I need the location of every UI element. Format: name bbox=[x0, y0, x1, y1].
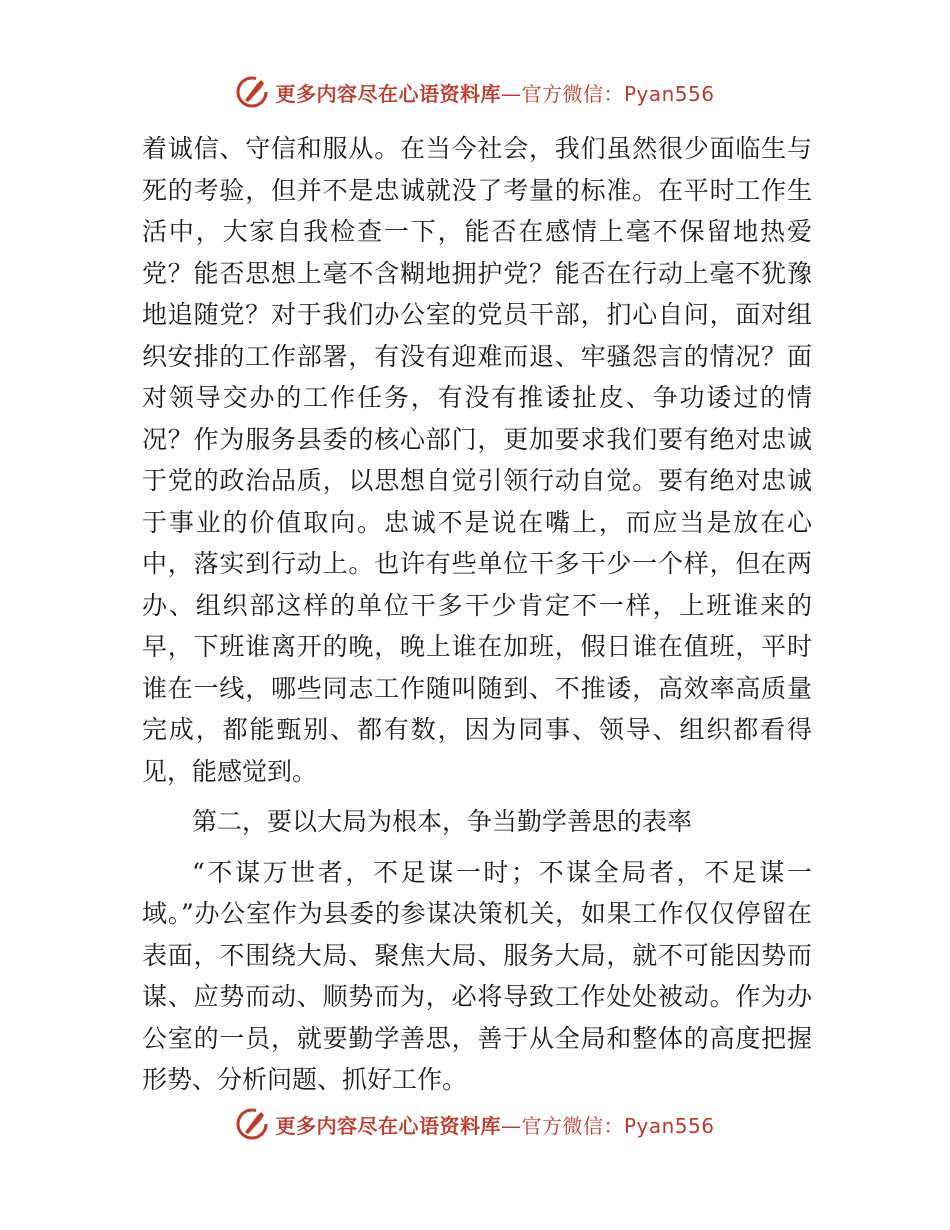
section-heading: 第二，要以大局为根本，争当勤学善思的表率 bbox=[192, 807, 693, 836]
header-banner-text bbox=[275, 78, 714, 107]
header-dash: — bbox=[500, 81, 522, 106]
document-body bbox=[142, 128, 812, 1101]
paragraph-quote: “不谋万世者，不足谋一时；不谋全局者，不足谋一域。”办公室作为县委的参谋决策机关，如果工作仅仅停留在表面，不围绕大局、聚焦大局、服务大局，就不可能因势而谋、应势而动、顺势而为，必将导致工作处处被动。作为办公室的一员，就要勤学善思，善于从全局和整体的高度把握形势、分析问题、抓好工作。 bbox=[142, 857, 812, 1094]
pen-nib-seal-logo-icon bbox=[235, 1107, 269, 1141]
footer-wechat: 官方微信：Pyan556 bbox=[521, 1113, 715, 1138]
header-brand: 更多内容尽在心语资料库 bbox=[275, 81, 501, 106]
pen-nib-seal-logo-icon bbox=[235, 75, 269, 109]
header-watermark bbox=[0, 72, 950, 112]
paragraph-continuation: 着诚信、守信和服从。在当今社会，我们虽然很少面临生与死的考验，但并不是忠诚就没了考量的标准。在平时工作生活中，大家自我检查一下，能否在感情上毫不保留地热爱党？能否思想上毫不含糊地拥护党？能否在行动上毫不犹豫地追随党？对于我们办公室的党员干部，扪心自问，面对组织安排的工作部署，有没有迎难而退、牢骚怨言的情况？面对领导交办的工作任务，有没有推诿扯皮、争功诿过的情况？作为服务县委的核心部门，更加要求我们要有绝对忠诚于党的政治品质，以思想自觉引领行动自觉。要有绝对忠诚于事业的价值取向。忠诚不是说在嘴上，而应当是放在心中，落实到行动上。也许有些单位干多干少一个样，但在两办、组织部这样的单位干多干少肯定不一样，上班谁来的早，下班谁离开的晚，晚上谁在加班，假日谁在值班，平时谁在一线，哪些同志工作随叫随到、不推诿，高效率高质量完成，都能甄别、都有数，因为同事、领导、组织都看得见，能感觉到。 bbox=[142, 134, 812, 786]
footer-dash: — bbox=[500, 1113, 522, 1138]
footer-brand: 更多内容尽在心语资料库 bbox=[275, 1113, 501, 1138]
footer-banner-text bbox=[275, 1110, 714, 1139]
footer-watermark bbox=[0, 1104, 950, 1144]
header-wechat: 官方微信：Pyan556 bbox=[521, 81, 715, 106]
